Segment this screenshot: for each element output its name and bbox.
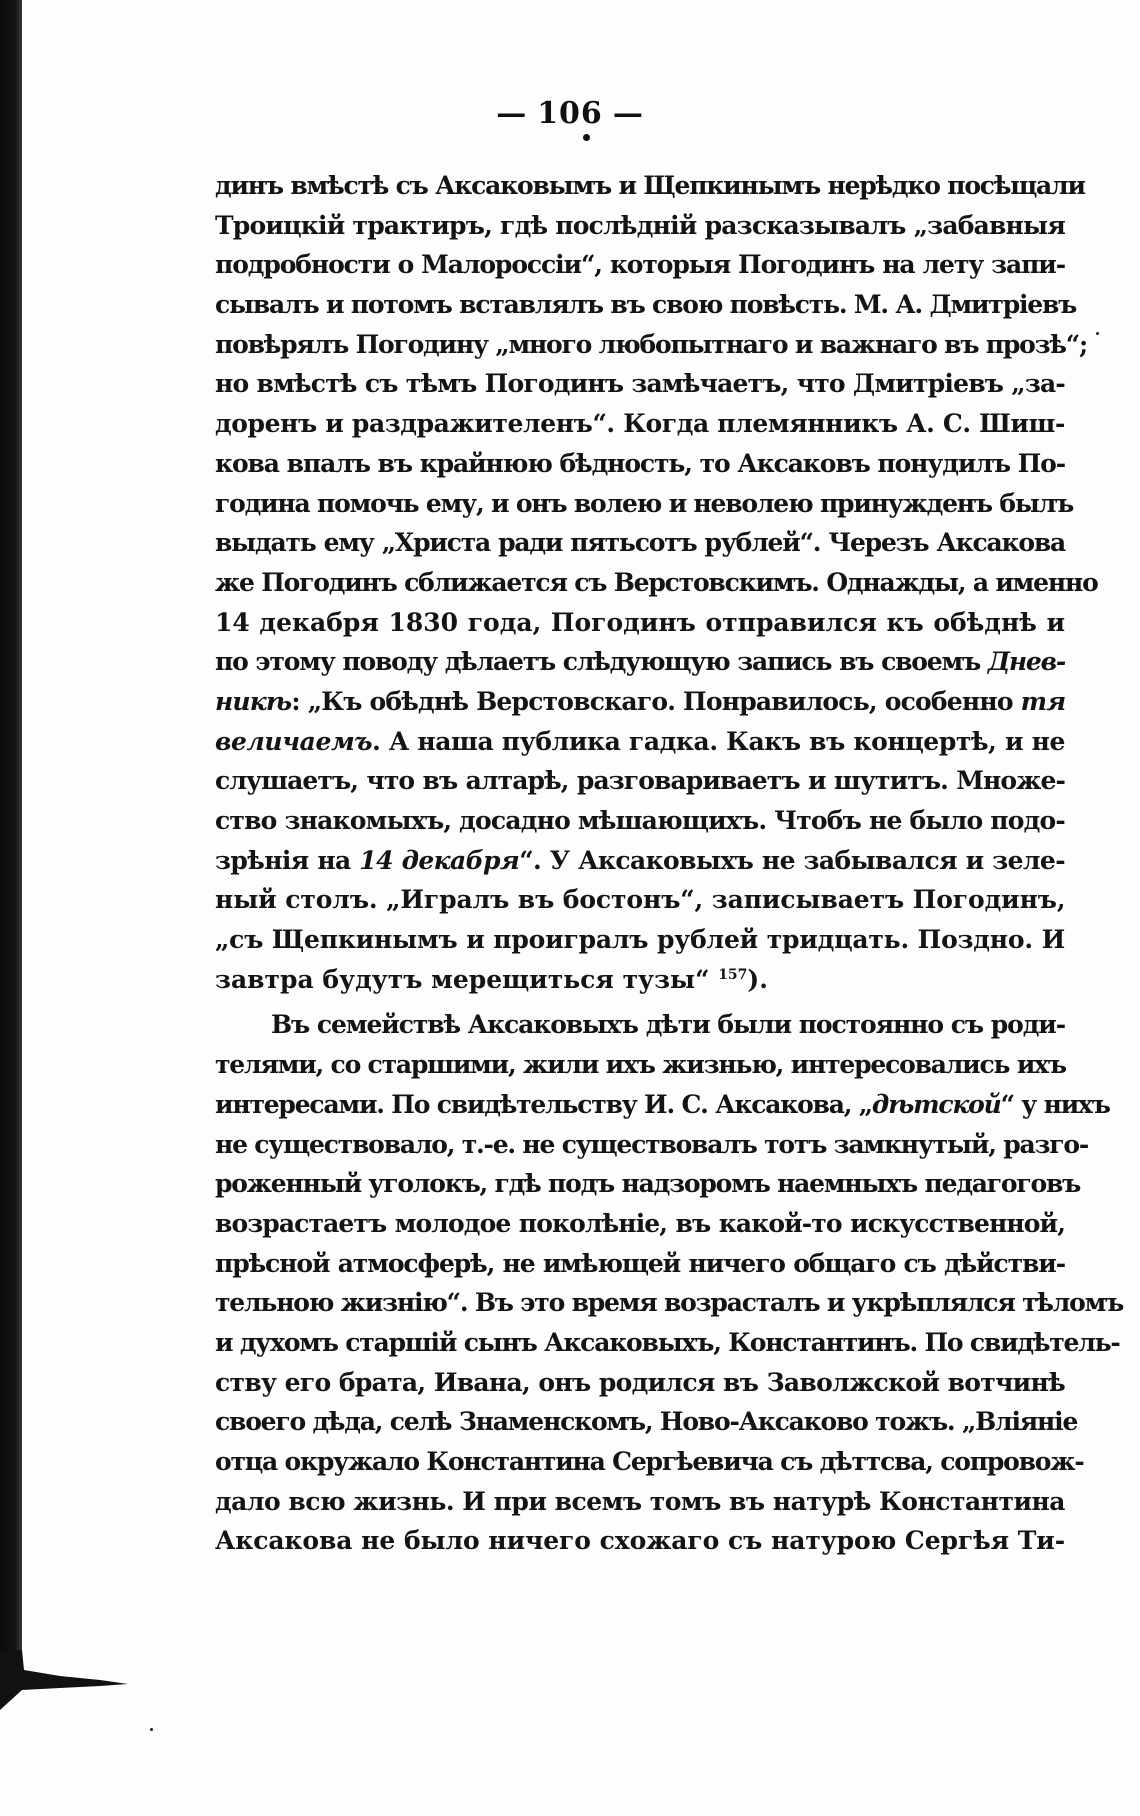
text-line	[215, 841, 1065, 881]
italic-phrase: 14 декабря	[359, 845, 520, 875]
text-segment: интересами. По свидѣтельству И. С. Аксакова, „	[215, 1089, 872, 1119]
italic-word: никѣ	[215, 686, 292, 716]
page-number-value: 106	[537, 96, 603, 131]
text-line: Аксакова не было ничего схожаго съ натурою Сергѣя Ти-	[215, 1526, 1065, 1556]
text-line	[215, 682, 1065, 722]
text-line: динъ вмѣстѣ съ Аксаковымъ и Щепкинымъ нерѣдко посѣщали	[215, 171, 1085, 200]
text-line: повѣрялъ Погодину „много любопытнаго и важнаго въ прозѣ“;	[215, 329, 1087, 359]
text-segment: ).	[747, 964, 768, 994]
ink-speck	[150, 1728, 153, 1731]
binding-edge	[0, 0, 22, 1650]
text-line: и духомъ старшій сынъ Аксаковыхъ, Константинъ. По свидѣтель-	[215, 1327, 1120, 1357]
page-number-dot	[583, 134, 590, 141]
text-line: же Погодинъ сближается съ Верстовскимъ. Однажды, а именно	[215, 567, 1098, 597]
text-segment: зрѣнія на	[215, 845, 351, 875]
text-line: своего дѣда, селѣ Знаменскомъ, Ново-Аксаково тожъ. „Вліяніе	[215, 1407, 1078, 1437]
italic-word: тя	[1020, 686, 1066, 716]
text-segment: “. У Аксаковыхъ не забывался и зеле-	[519, 845, 1065, 875]
text-line: ство знакомыхъ, досадно мѣшающихъ. Чтобъ не было подо-	[215, 806, 1065, 835]
ink-speck	[1096, 332, 1099, 335]
footnote-ref: 157	[718, 966, 748, 983]
text-line	[215, 642, 1065, 682]
text-segment: завтра будутъ мерещиться тузы“	[215, 964, 710, 994]
text-line: слушаетъ, что въ алтарѣ, разговариваетъ и шутитъ. Множе-	[215, 766, 1065, 796]
text-segment: по этому поводу дѣлаетъ слѣдующую запись въ своемъ	[215, 647, 980, 677]
text-segment: . А наша публика гадка. Какъ въ концертѣ, и не	[372, 726, 1065, 756]
italic-word: дѣтской	[871, 1089, 1001, 1119]
text-line: но вмѣстѣ съ тѣмъ Погодинъ замѣчаетъ, что Дмитріевъ „за-	[215, 369, 1065, 399]
text-line	[215, 1085, 1110, 1125]
text-line: „съ Щепкинымъ и проигралъ рублей тридцать. Поздно. И	[215, 925, 1065, 955]
italic-word: Днев-	[987, 647, 1065, 677]
body-text	[215, 166, 1124, 1561]
text-line: тельною жизнію“. Въ это время возрасталъ и укрѣплялся тѣломъ	[215, 1288, 1124, 1318]
text-line: прѣсной атмосферѣ, не имѣющей ничего общаго съ дѣйстви-	[215, 1248, 1065, 1278]
text-line: ству его брата, Ивана, онъ родился въ Заволжской вотчинѣ	[215, 1367, 1065, 1397]
text-line: подробности о Малороссіи“, которыя Погодинъ на лету запи-	[215, 250, 1065, 280]
text-segment: “ у нихъ	[1000, 1089, 1110, 1119]
italic-word: величаемъ	[215, 726, 373, 756]
page-number: — 106 —	[0, 96, 1140, 131]
text-line: выдать ему „Христа ради пятьсотъ рублей“. Черезъ Аксакова	[215, 528, 1065, 558]
text-line: Троицкій трактиръ, гдѣ послѣдній разсказывалъ „забавныя	[215, 210, 1065, 240]
text-line: возрастаетъ молодое поколѣніе, въ какой-то искусственной,	[215, 1208, 1065, 1238]
text-line: отца окружало Константина Сергѣевича съ дѣттсва, сопровож-	[215, 1447, 1084, 1476]
text-line: 14 декабря 1830 года, Погодинъ отправился къ обѣднѣ и	[215, 607, 1065, 637]
text-line	[215, 722, 1065, 762]
text-line	[215, 960, 1065, 1000]
binding-edge-tail	[0, 1650, 130, 1710]
text-line: не существовало, т.-е. не существовалъ тотъ замкнутый, разго-	[215, 1129, 1089, 1159]
text-line: сывалъ и потомъ вставлялъ въ свою повѣсть. М. А. Дмитріевъ	[215, 290, 1077, 320]
text-line: доренъ и раздражителенъ“. Когда племянникъ А. С. Шиш-	[215, 409, 1065, 439]
text-line: роженный уголокъ, гдѣ подъ надзоромъ наемныхъ педагоговъ	[215, 1169, 1081, 1199]
text-line: кова впалъ въ крайнюю бѣдность, то Аксаковъ понудилъ По-	[215, 448, 1065, 478]
text-segment: : „Къ обѣднѣ Верстовскаго. Понравилось, особенно	[291, 686, 1013, 716]
text-line: ный столъ. „Игралъ въ бостонъ“, записываетъ Погодинъ,	[215, 885, 1066, 915]
text-line: телями, со старшими, жили ихъ жизнью, интересовались ихъ	[215, 1050, 1066, 1080]
text-line: година помочь ему, и онъ волею и неволею принужденъ былъ	[215, 488, 1074, 518]
text-line: дало всю жизнь. И при всемъ томъ въ натурѣ Константина	[215, 1486, 1065, 1516]
text-line: Въ семействѣ Аксаковыхъ дѣти были постоянно съ роди-	[271, 1010, 1065, 1040]
